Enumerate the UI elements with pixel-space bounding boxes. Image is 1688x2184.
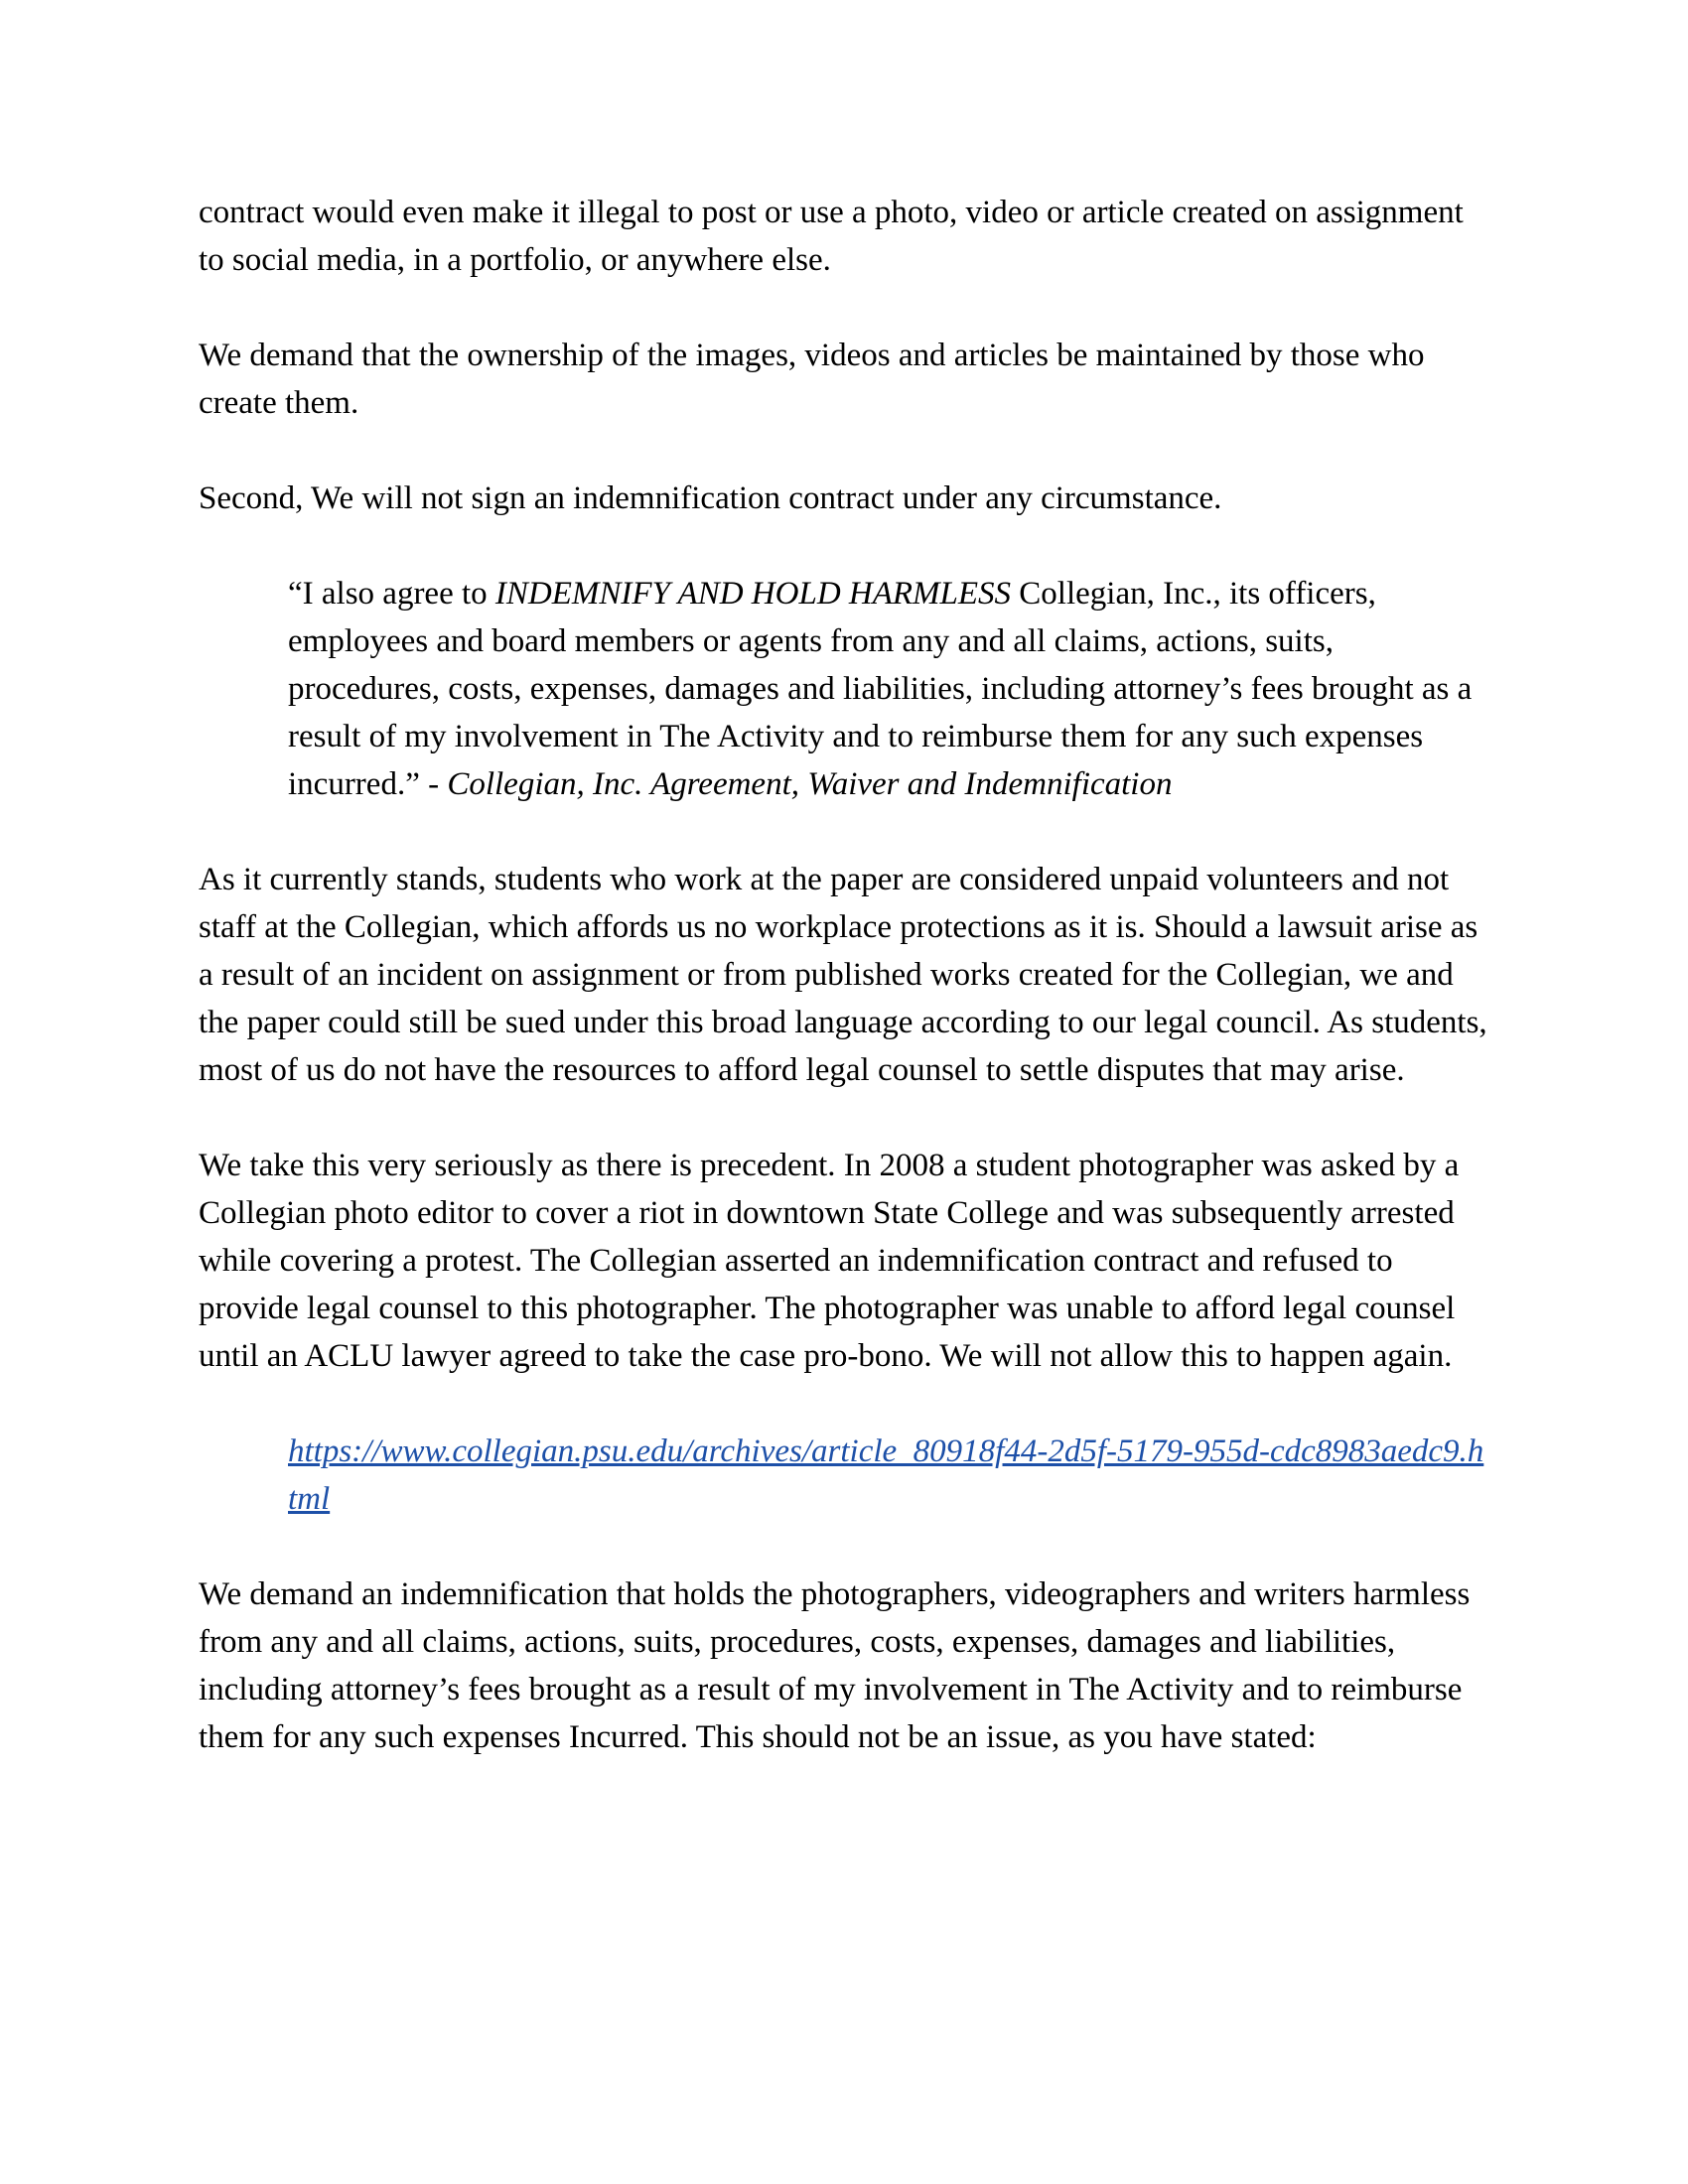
quote-emphasis: INDEMNIFY AND HOLD HARMLESS (494, 576, 1012, 612)
blockquote-indemnification (288, 570, 1489, 808)
paragraph-second-demand: Second, We will not sign an indemnification contract under any circumstance. (199, 480, 1222, 516)
paragraph-2008-precedent: We take this very seriously as there is precedent. In 2008 a student photographer was asked by a Collegian photo editor to cover a riot in downtown State College and was subsequently arrested while covering a protest. The Collegian asserted an indemnification contract and refused to provide legal counsel to this photographer. The photographer was unable to afford legal counsel until an ACLU lawyer agreed to take the case pro-bono. We will not allow this to happen again. (199, 1148, 1460, 1374)
paragraph-unpaid-volunteers: As it currently stands, students who work at the paper are considered unpaid volunteers and not staff at the Collegian, which affords us no workplace protections as it is. Should a lawsuit arise as a result of an incident on assignment or from published works created for the Collegian, we and the paper could still be sued under this broad language according to our legal council. As students, most of us do not have the resources to afford legal counsel to settle disputes that may arise. (199, 862, 1487, 1088)
paragraph-contract-continuation: contract would even make it illegal to post or use a photo, video or article created on assignment to social media, in a portfolio, or anywhere else. (199, 195, 1464, 278)
quote-citation: - Collegian, Inc. Agreement, Waiver and Indemnification (428, 766, 1173, 802)
paragraph-indemnification-demand: We demand an indemnification that holds the photographers, videographers and writers harmless from any and all claims, actions, suits, procedures, costs, expenses, damages and liabilities, including attorney’s fees brought as a result of my involvement in The Activity and to reimburse them for any such expenses Incurred. This should not be an issue, as you have stated: (199, 1576, 1471, 1755)
paragraph-ownership-demand: We demand that the ownership of the images, videos and articles be maintained by those who create them. (199, 338, 1425, 421)
collegian-article-link[interactable]: https://www.collegian.psu.edu/archives/article_80918f44-2d5f-5179-955d-cdc8983aedc9.html (288, 1433, 1484, 1517)
link-paragraph (288, 1428, 1489, 1523)
quote-body: Collegian, Inc., its officers, employees and board members or agents from any and all claims, actions, suits, procedures, costs, expenses, damages and liabilities, including attorney’s fees brought as a result of my involvement in The Activity and to reimburse them for any such expenses incurred.” (288, 576, 1473, 802)
quote-lead: “I also agree to (288, 576, 495, 612)
